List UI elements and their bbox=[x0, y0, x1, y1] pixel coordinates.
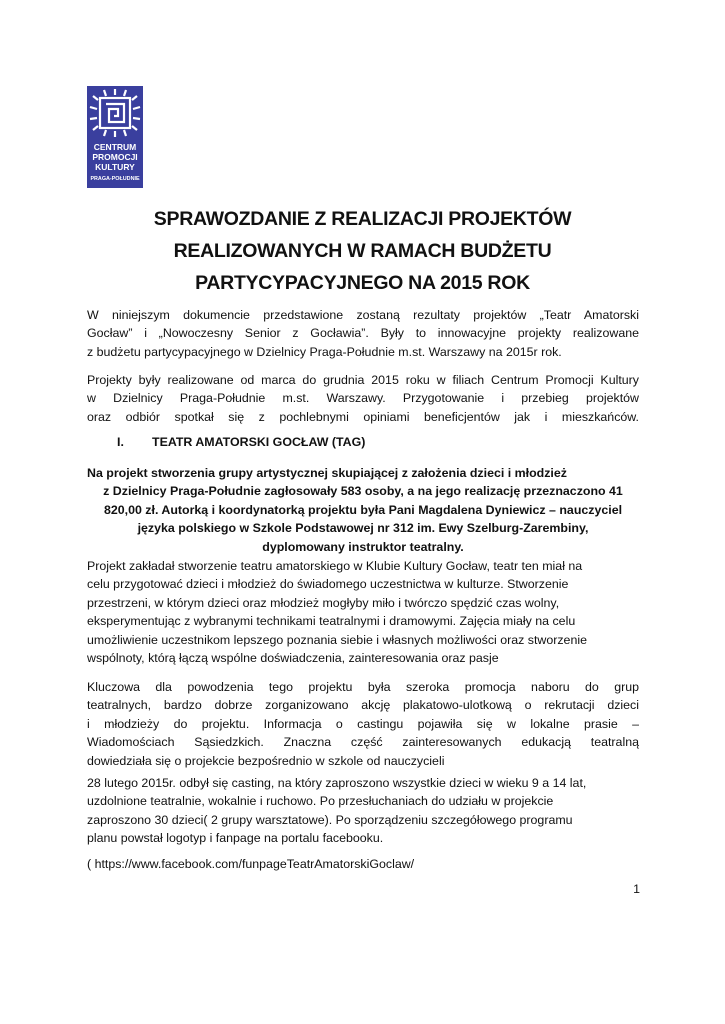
paragraph-line: Kluczowa dla powodzenia tego projektu była szeroka promocja naboru do grup bbox=[87, 680, 639, 694]
paragraph-line: Wiadomościach Sąsiedzkich. Znaczna część zainteresowanych edukacją teatralną bbox=[87, 735, 639, 750]
title-line: PARTYCYPACYJNEGO NA 2015 ROK bbox=[195, 272, 530, 294]
paragraph-line: 820,00 zł. Autorką i koordynatorką projektu była Pani Magdalena Dyniewicz – nauczyciel bbox=[103, 502, 623, 517]
paragraph-line: umożliwienie uczestnikom lepszego poznania siebie i własnych możliwości oraz stworzenie bbox=[87, 632, 587, 647]
paragraph-line: Na projekt stworzenia grupy artystycznej skupiającej z założenia dzieci i młodzież bbox=[87, 466, 567, 480]
paragraph-line: Gocław” i „Nowoczesny Senior z Gocławia”. Były to innowacyjne projekty realizowane bbox=[87, 326, 639, 341]
casting-paragraph bbox=[87, 774, 639, 848]
paragraph-line: dowiedziała się o projekcie bezpośrednio w szkole od nauczycieli bbox=[87, 753, 445, 768]
paragraph-line: oraz odbiór spotkał się z pochlebnymi opiniami beneficjentów jak i mieszkańców. bbox=[87, 409, 639, 424]
paragraph-line: zaproszono 30 dzieci( 2 grupy warsztatowe). Po sporządzeniu szczegółowego programu bbox=[87, 812, 573, 827]
svg-text:PROMOCJI: PROMOCJI bbox=[92, 152, 138, 162]
cpk-logo-graphic bbox=[87, 86, 143, 188]
paragraph-line: z Dzielnicy Praga-Południe zagłosowały 583 osoby, a na jego realizację przeznaczono 41 bbox=[103, 484, 623, 499]
period-paragraph bbox=[87, 371, 639, 426]
paragraph-line: przestrzeni, w którym dzieci oraz młodzież mogłyby miło i twórczo spędzić czas wolny, bbox=[87, 595, 560, 610]
title-line: SPRAWOZDANIE Z REALIZACJI PROJEKTÓW bbox=[153, 208, 572, 230]
paragraph-line: wspólnoty, którą łączą wspólne doświadczenia, zainteresowania oraz pasje bbox=[87, 651, 499, 666]
facebook-link-paragraph bbox=[87, 855, 639, 873]
svg-text:CENTRUM: CENTRUM bbox=[93, 142, 137, 152]
project-goal-paragraph bbox=[87, 557, 639, 667]
paragraph-line: planu powstał logotyp i fanpage na portalu facebooku. bbox=[87, 831, 384, 846]
facebook-link[interactable]: ( https://www.facebook.com/funpageTeatrAmatorskiGoclaw/ bbox=[87, 857, 415, 871]
paragraph-line: celu przygotować dzieci i młodzież do świadomego uczestnictwa w kulturze. Stworzenie bbox=[87, 577, 569, 592]
section-number: I. bbox=[117, 435, 124, 449]
section-title: TEATR AMATORSKI GOCŁAW (TAG) bbox=[152, 435, 366, 449]
promotion-paragraph bbox=[87, 678, 639, 770]
paragraph-line: i młodzieży do projektu. Informacja o castingu pojawiła się w lokalne prasie – bbox=[87, 716, 639, 731]
paragraph-line: w Dzielnicy Praga-Południe m.st. Warszawy. Przygotowanie i przebieg projektów bbox=[87, 391, 639, 406]
paragraph-line: W niniejszym dokumencie przedstawione zostaną rezultaty projektów „Teatr Amatorski bbox=[87, 308, 639, 322]
document-title bbox=[80, 203, 645, 299]
paragraph-line: dyplomowany instruktor teatralny. bbox=[262, 539, 464, 554]
paragraph-line: Projekty były realizowane od marca do grudnia 2015 roku w filiach Centrum Promocji Kultury bbox=[87, 373, 639, 387]
paragraph-line: z budżetu partycypacyjnego w Dzielnicy Praga-Południe m.st. Warszawy na 2015r rok. bbox=[87, 344, 562, 359]
paragraph-line: uzdolnione teatralnie, wokalnie i ruchowo. Po przesłuchaniach do udziału w projekcie bbox=[87, 794, 554, 809]
paragraph-line: teatralnych, bardzo dobrze zorganizowano akcję plakatowo-ulotkową o rekrutacji dzieci bbox=[87, 698, 639, 713]
project-summary-paragraph bbox=[87, 464, 639, 556]
paragraph-line: eksperymentując z wybranymi technikami teatralnymi i dramowymi. Zajęcia miały na celu bbox=[87, 614, 576, 629]
svg-text:PRAGA-POŁUDNIE: PRAGA-POŁUDNIE bbox=[90, 176, 140, 182]
intro-paragraph bbox=[87, 306, 639, 361]
paragraph-line: 28 lutego 2015r. odbył się casting, na który zaproszono wszystkie dzieci w wieku 9 a 14 lat, bbox=[87, 776, 587, 790]
title-line: REALIZOWANYCH W RAMACH BUDŻETU bbox=[173, 240, 552, 262]
paragraph-line: Projekt zakładał stworzenie teatru amatorskiego w Klubie Kultury Gocław, teatr ten miał na bbox=[87, 559, 583, 573]
page-number: 1 bbox=[633, 882, 640, 896]
svg-text:KULTURY: KULTURY bbox=[95, 162, 135, 172]
cpk-logo bbox=[87, 86, 143, 188]
paragraph-line: języka polskiego w Szkole Podstawowej nr 312 im. Ewy Szelburg-Zarembiny, bbox=[137, 521, 589, 536]
